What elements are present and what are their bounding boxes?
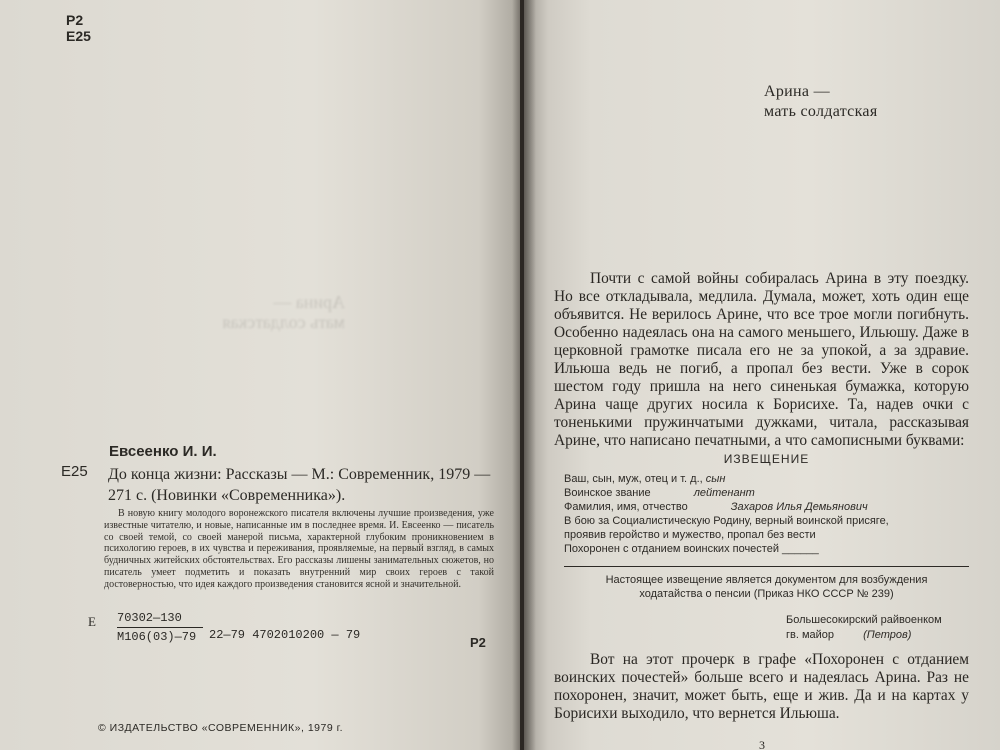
page-number: 3: [759, 738, 765, 750]
code-rest: 22—79 4702010200 — 79: [209, 628, 361, 642]
notice-row-rank-value: лейтенант: [693, 487, 755, 499]
notice-row-relation-value: сын: [705, 473, 726, 485]
code-denominator: М106(03)—79: [117, 630, 197, 644]
story-title-line-2: мать солдатская: [764, 103, 878, 120]
author-name: Евсеенко И. И.: [109, 443, 217, 460]
notice-row-name: [564, 500, 969, 514]
notice-heading: ИЗВЕЩЕНИЕ: [723, 452, 810, 466]
notice-footer-line-2: ходатайства о пенсии (Приказ НКО СССР № 239): [639, 588, 894, 600]
right-page: [524, 0, 1000, 750]
notice-rank-line: [786, 628, 969, 643]
notice-row-battle: В бою за Социалистическую Родину, верный воинской присяге,: [564, 515, 889, 527]
notice-row-burial-label: Похоронен с отданием воинских почестей: [564, 543, 779, 555]
notice-row-rank: [564, 486, 969, 500]
bibliographic-description: До конца жизни: Рассказы — М.: Современник, 1979 — 271 с. (Новинки «Современника»).: [108, 466, 491, 504]
code-r2: Р2: [470, 635, 486, 650]
notice-rank: гв. майор: [786, 629, 835, 641]
bbk-line-2: Е25: [66, 28, 91, 44]
paragraph-1: Почти с самой войны собиралась Арина в эту поездку. Но все откладывала, медлила. Думала, может, хоть один еще объявится. Не верилось Арине, что все трое могли погибнуть. Особенно надеялась она на самого меньшего, Ильюшу. Даже в церковной грамотке писала его не за упокой, а за здравие. Ильюша ведь не погиб, а пропал без вести. Уже в сорок шестом году пришла на него синенькая бумажка, которую Арина чаще других носила к Борисихе. Та, надев очки с тоненькими пружинчатыми дужками, читала, рассказывая Арине, что написано печатными, а что самописными буквами:: [554, 270, 969, 449]
notice-divider: [564, 566, 969, 567]
death-notice: [564, 452, 969, 643]
notice-signer: (Петров): [863, 629, 912, 641]
story-title: [764, 82, 877, 122]
notice-row-relation-label: Ваш, сын, муж, отец и т. д.,: [564, 473, 703, 485]
fraction-line: [117, 627, 203, 628]
bbk-index: [66, 12, 91, 44]
notice-row-relation: [564, 472, 969, 486]
annotation: В новую книгу молодого воронежского писателя включены лучшие произведения, уже известные читателю, и новые, написанные им в последнее время. И. Евсеенко — писатель со своей темой, со своей манерой письма, характерной глубоким проникновением в психологию героев, в их чувства и переживания, проявляемые, на первый взгляд, в самых будничных житейских обстоятельствах. Его рассказы лишены занимательных сюжетов, но писатель умеет подметить и показать внутренний мир своих героев с такой достоверностью, что идея каждого произведения становится ясной и значительной.: [104, 508, 494, 590]
notice-footer-line-1: Настоящее извещение является документом для возбуждения: [605, 574, 928, 586]
bleed-line-1: Арина —: [273, 292, 345, 312]
paragraph-2: Вот на этот прочерк в графе «Похоронен с отданием воинских почестей» больше всего и надеялась Арина. Раз не похоронен, значит, может быть, еще и жив. Да и на картах у Борисихи выходило, что вернется Ильюша.: [554, 651, 969, 722]
notice-row-name-label: Фамилия, имя, отчество: [564, 501, 688, 513]
catalog-index: Е25: [61, 463, 88, 480]
notice-row-name-value: Захаров Илья Демьянович: [730, 501, 868, 513]
notice-row-missing: проявив геройство и мужество, пропал без вести: [564, 529, 816, 541]
notice-office: Большесокирский райвоенком: [786, 614, 942, 626]
notice-signature: [786, 613, 969, 643]
notice-row-rank-label: Воинское звание: [564, 487, 651, 499]
bleed-line-2: мать солдатская: [222, 312, 345, 332]
bbk-line-1: Р2: [66, 12, 84, 28]
notice-row-burial-blank: ______: [782, 543, 819, 555]
notice-row-burial: [564, 542, 969, 556]
story-title-line-1: Арина —: [764, 83, 830, 100]
code-numerator: 70302—130: [117, 611, 182, 625]
bleed-through-text: [195, 292, 345, 362]
code-fraction: [117, 609, 203, 646]
copyright-line: © ИЗДАТЕЛЬСТВО «СОВРЕМЕННИК», 1979 г.: [98, 722, 344, 734]
book-gutter: [512, 0, 536, 750]
code-letter: Е: [88, 614, 96, 629]
